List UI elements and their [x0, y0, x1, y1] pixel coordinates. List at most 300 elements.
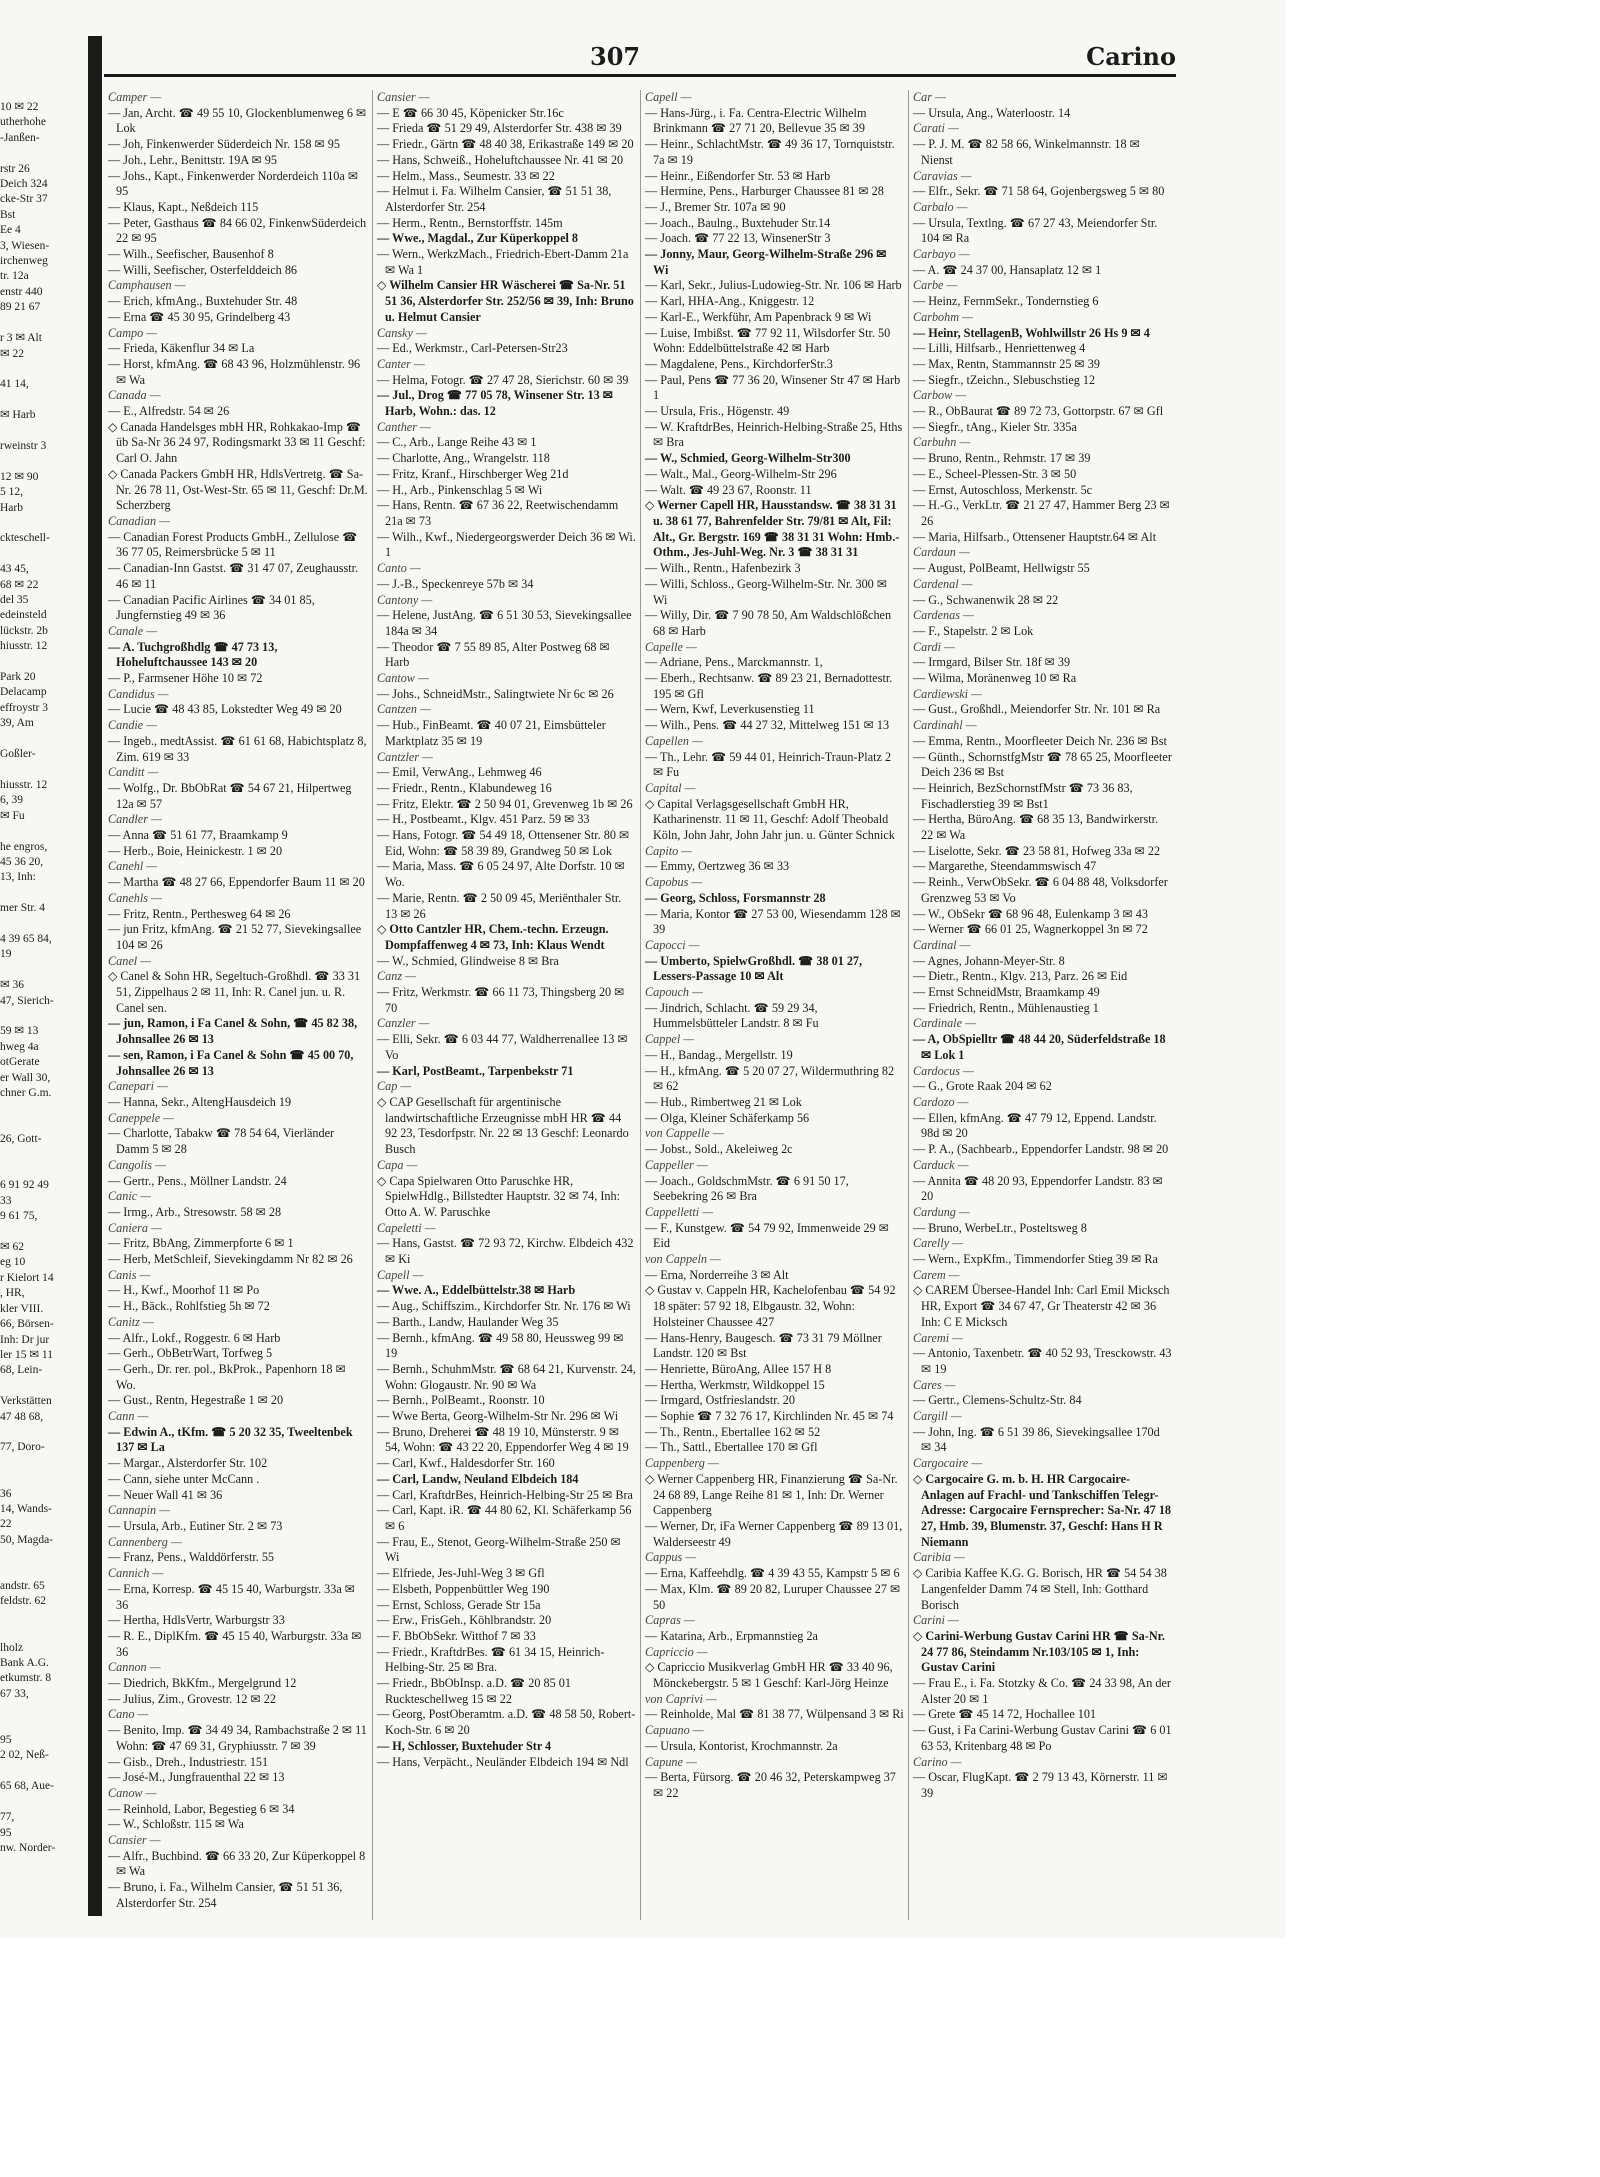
- directory-entry: — Irmg., Arb., Stresowstr. 58 ✉ 28: [108, 1204, 282, 1219]
- directory-entry: — E ☎ 66 30 45, Köpenicker Str.16c: [377, 105, 564, 120]
- directory-entry: — Joach., Baulng., Buxtehuder Str.14: [645, 215, 831, 230]
- directory-entry: — E., Alfredstr. 54 ✉ 26: [108, 404, 230, 419]
- directory-entry: — Joach., GoldschmMstr. ☎ 6 91 50 17, Seebekring 26 ✉ Bra: [645, 1173, 849, 1204]
- directory-entry: — Magdalene, Pens., KirchdorferStr.3: [645, 356, 833, 371]
- directory-entry: — Wwe., Magdal., Zur Küperkoppel 8: [377, 231, 579, 246]
- directory-entry: — Johs., SchneidMstr., Salingtwiete Nr 6c ✉ 26: [377, 686, 614, 701]
- directory-entry: — Hans, Fotogr. ☎ 54 49 18, Ottensener Str. 80 ✉ Eid, Wohn: ☎ 58 39 89, Grandweg 50 ✉ Lok: [377, 828, 630, 858]
- surname-heading: Carbe —: [913, 278, 958, 293]
- directory-entry: — Fritz, Werkmstr. ☎ 66 11 73, Thingsberg 20 ✉ 70: [377, 985, 625, 1015]
- directory-entry: — Dietr., Rentn., Klgv. 213, Parz. 26 ✉ Eid: [913, 969, 1128, 984]
- surname-heading: Cap —: [377, 1079, 412, 1094]
- directory-entry: — Adriane, Pens., Marckmannstr. 1,: [645, 655, 823, 670]
- edge-fragment: 47 48 68,: [0, 1410, 44, 1423]
- directory-entry: — H, Schlosser, Buxtehuder Str 4: [377, 1738, 552, 1753]
- surname-heading: Caremi —: [913, 1330, 963, 1345]
- page-number: 307: [590, 42, 641, 71]
- directory-entry: — Julius, Zim., Grovestr. 12 ✉ 22: [108, 1691, 276, 1706]
- directory-entry: — R. E., DiplKfm. ☎ 45 15 40, Warburgstr. 33a ✉ 36: [108, 1628, 362, 1659]
- directory-entry: — Erna, Norderreihe 3 ✉ Alt: [645, 1267, 789, 1282]
- edge-fragment: tr. 12a: [0, 270, 29, 283]
- edge-fragment: -Janßen-: [0, 131, 40, 144]
- edge-fragment: etkumstr. 8: [0, 1672, 52, 1685]
- directory-entry: ◇ Cargocaire G. m. b. H. HR Cargocaire-Anlagen auf Frachl- und Tankschiffen Telegr-Adresse: Cargocaire Fernsprecher: Sa-Nr. 47 18 27, Hmb. 39, Blumenstr. 37, Geschf: Hans H R Niemann: [913, 1471, 1172, 1549]
- directory-entry: — Ernst, Schloss, Gerade Str 15a: [377, 1597, 541, 1612]
- surname-heading: Caravias —: [913, 168, 972, 183]
- edge-fragment: [0, 1101, 84, 1116]
- edge-fragment: [0, 1117, 84, 1132]
- directory-entry: — Georg, Schloss, Forsmannstr 28: [645, 890, 826, 905]
- directory-entry: — Irmgard, Ostfrieslandstr. 20: [645, 1393, 795, 1408]
- surname-heading: Cappelletti —: [645, 1204, 714, 1219]
- edge-fragment: 68 ✉ 22: [0, 578, 39, 591]
- directory-entry: — Reinholde, Mal ☎ 81 38 77, Wülpensand 3 ✉ Ri: [645, 1707, 904, 1722]
- directory-entry: — Emma, Rentn., Moorfleeter Deich Nr. 236 ✉ Bst: [913, 733, 1167, 748]
- directory-entry: — Hermine, Pens., Harburger Chaussee 81 ✉ 28: [645, 184, 884, 199]
- directory-entry: — Ellen, kfmAng. ☎ 47 79 12, Eppend. Landstr. 98d ✉ 20: [913, 1110, 1157, 1141]
- surname-heading: von Cappeln —: [645, 1252, 721, 1267]
- edge-fragment: [0, 963, 84, 978]
- directory-entry: — Willy, Dir. ☎ 7 90 78 50, Am Waldschlößchen 68 ✉ Harb: [645, 608, 892, 638]
- directory-entry: — Hub., Rimbertweg 21 ✉ Lok: [645, 1095, 802, 1109]
- directory-entry: — Umberto, SpielwGroßhdl. ☎ 38 01 27, Lessers-Passage 10 ✉ Alt: [645, 953, 863, 984]
- directory-entry: — P., Farmsener Höhe 10 ✉ 72: [108, 671, 263, 686]
- directory-entry: — Irmgard, Bilser Str. 18f ✉ 39: [913, 655, 1071, 670]
- surname-heading: Cardinal —: [913, 937, 971, 952]
- directory-entry: — J., Bremer Str. 107a ✉ 90: [645, 199, 786, 214]
- previous-page-edge: [0, 100, 84, 1920]
- edge-fragment: hiusstr. 12: [0, 778, 48, 791]
- directory-entry: — Frieda, Käkenflur 34 ✉ La: [108, 341, 255, 356]
- edge-fragment: [0, 1795, 84, 1810]
- directory-entry: — Agnes, Johann-Meyer-Str. 8: [913, 953, 1065, 968]
- edge-fragment: 10 ✉ 22: [0, 101, 39, 113]
- directory-entry: — Klaus, Kapt., Neßdeich 115: [108, 199, 259, 214]
- directory-entry: — Helene, JustAng. ☎ 6 51 30 53, Sievekingsallee 184a ✉ 34: [377, 608, 632, 638]
- directory-entry: — Helm., Mass., Seumestr. 33 ✉ 22: [377, 168, 555, 183]
- edge-fragment: 77,: [0, 1811, 15, 1824]
- directory-entry: — Ursula, Kontorist, Krochmannstr. 2a: [645, 1738, 838, 1753]
- edge-fragment: 2 02, Neß-: [0, 1749, 49, 1762]
- directory-entry: — Bruno, Dreherei ☎ 48 19 10, Münsterstr. 9 ✉ 54, Wohn: ☎ 43 22 20, Eppendorfer Weg 4 ✉ 19: [377, 1424, 629, 1455]
- directory-entry: — Willi, Seefischer, Osterfelddeich 86: [108, 262, 298, 277]
- directory-entry: — Werner, Dr, iFa Werner Cappenberg ☎ 89 13 01, Walderseestr 49: [645, 1518, 903, 1549]
- directory-entry: — Max, Klm. ☎ 89 20 82, Luruper Chaussee 27 ✉ 50: [645, 1581, 901, 1612]
- directory-entry: — Carl, Landw, Neuland Elbdeich 184: [377, 1471, 579, 1486]
- directory-entry: — W., ObSekr ☎ 68 96 48, Eulenkamp 3 ✉ 43: [913, 906, 1148, 921]
- edge-fragment: [0, 1610, 84, 1625]
- edge-fragment: lholz: [0, 1641, 23, 1654]
- surname-heading: Carbalo —: [913, 199, 968, 214]
- directory-entry: — Joh, Finkenwerder Süderdeich Nr. 158 ✉ 95: [108, 137, 340, 152]
- directory-entry: — Wwe. A., Eddelbüttelstr.38 ✉ Harb: [377, 1283, 576, 1298]
- directory-entry: — Olga, Kleiner Schäferkamp 56: [645, 1110, 810, 1125]
- edge-fragment: Park 20: [0, 671, 36, 684]
- edge-fragment: ✉ 36: [0, 979, 25, 992]
- directory-entry: — R., ObBaurat ☎ 89 72 73, Gottorpstr. 67 ✉ Gfl: [913, 404, 1164, 419]
- directory-entry: — Liselotte, Sekr. ☎ 23 58 81, Hofweg 33a ✉ 22: [913, 843, 1161, 858]
- edge-fragment: ler 15 ✉ 11: [0, 1348, 53, 1361]
- directory-entry: — Margarethe, Steendammswisch 47: [913, 859, 1097, 874]
- edge-fragment: nw. Norder-: [0, 1841, 56, 1854]
- directory-entry: — J.-B., Speckenreye 57b ✉ 34: [377, 576, 534, 591]
- directory-entry: — Gerh., Dr. rer. pol., BkProk., Papenhorn 18 ✉ Wo.: [108, 1361, 346, 1392]
- edge-fragment: [0, 1163, 84, 1178]
- directory-entry: — Theodor ☎ 7 55 89 85, Alter Postweg 68 ✉ Harb: [377, 639, 610, 670]
- edge-fragment: ✉ Harb: [0, 409, 36, 422]
- edge-fragment: [0, 1225, 84, 1240]
- directory-entry: — H., Kwf., Moorhof 11 ✉ Po: [108, 1283, 260, 1298]
- directory-entry: — Ed., Werkmstr., Carl-Petersen-Str23: [377, 341, 568, 356]
- column-2: [372, 90, 640, 1920]
- surname-heading: Cardaun —: [913, 545, 970, 560]
- directory-entry: — W., Schmied, Georg-Wilhelm-Str300: [645, 451, 851, 466]
- directory-entry: — Erna, Korresp. ☎ 45 15 40, Warburgstr. 33a ✉ 36: [108, 1581, 356, 1612]
- directory-entry: — Carl, Kapt. iR. ☎ 44 80 62, Kl. Schäferkamp 56 ✉ 6: [377, 1503, 632, 1533]
- edge-fragment: 6, 39: [0, 794, 23, 807]
- surname-heading: Canis —: [108, 1267, 151, 1282]
- directory-entry: — Gust., Großhdl., Meiendorfer Str. Nr. 101 ✉ Ra: [913, 702, 1161, 717]
- edge-fragment: Goßler-: [0, 748, 36, 761]
- directory-entry: ◇ Wilhelm Cansier HR Wäscherei ☎ Sa-Nr. 51 51 36, Alsterdorfer Str. 252/56 ✉ 39, Inh: Bruno u. Helmut Cansier: [377, 278, 634, 324]
- edge-fragment: 4 39 65 84,: [0, 932, 52, 945]
- edge-fragment: edeinsteld: [0, 609, 47, 622]
- directory-entry: — Maria, Kontor ☎ 27 53 00, Wiesendamm 128 ✉ 39: [645, 906, 901, 937]
- surname-heading: Caribia —: [913, 1550, 965, 1565]
- edge-fragment: 9 61 75,: [0, 1210, 38, 1223]
- directory-entry: — Siegfr., tZeichn., Slebuschstieg 12: [913, 372, 1096, 387]
- edge-fragment: he engros,: [0, 840, 48, 853]
- directory-entry: ◇ Capriccio Musikverlag GmbH HR ☎ 33 40 96, Mönckebergstr. 5 ✉ 1 Geschf: Karl-Jörg Heinze: [645, 1660, 893, 1691]
- surname-heading: Carduck —: [913, 1157, 969, 1172]
- directory-entry: — Elfriede, Jes-Juhl-Weg 3 ✉ Gfl: [377, 1566, 545, 1581]
- surname-heading: Canada —: [108, 388, 161, 403]
- directory-entry: — Gisb., Dreh., Industriestr. 151: [108, 1754, 269, 1769]
- edge-fragment: [0, 1625, 84, 1640]
- edge-fragment: [0, 316, 84, 331]
- edge-fragment: [0, 886, 84, 901]
- directory-entry: — Heinr., Eißendorfer Str. 53 ✉ Harb: [645, 168, 831, 183]
- directory-entry: — John, Ing. ☎ 6 51 39 86, Sievekingsallee 170d ✉ 34: [913, 1424, 1160, 1455]
- surname-heading: Cannon —: [108, 1660, 161, 1675]
- directory-entry: — Carl, Kwf., Haldesdorfer Str. 160: [377, 1456, 555, 1471]
- directory-entry: — Joach. ☎ 77 22 13, WinsenerStr 3: [645, 231, 831, 246]
- directory-entry: — Th., Sattl., Ebertallee 170 ✉ Gfl: [645, 1440, 818, 1455]
- surname-heading: Candie —: [108, 718, 158, 733]
- directory-entry: — Erw., FrisGeh., Köhlbrandstr. 20: [377, 1613, 552, 1628]
- directory-entry: — Karl-E., Werkführ, Am Papenbrack 9 ✉ Wi: [645, 309, 872, 324]
- surname-heading: Capune —: [645, 1754, 697, 1769]
- edge-fragment: feldstr. 62: [0, 1595, 46, 1608]
- edge-fragment: chner G.m.: [0, 1087, 52, 1099]
- directory-entry: — Herb., Boie, Heinickestr. 1 ✉ 20: [108, 843, 283, 858]
- edge-fragment: otGerate: [0, 1056, 40, 1069]
- directory-entry: — Wilma, Moränenweg 10 ✉ Ra: [913, 671, 1077, 686]
- surname-heading: Car —: [913, 90, 946, 104]
- edge-fragment: er Wall 30,: [0, 1071, 51, 1084]
- edge-fragment: effroystr 3: [0, 701, 49, 714]
- surname-heading: Cappel —: [645, 1032, 695, 1047]
- surname-heading: Cardocus —: [913, 1063, 974, 1078]
- directory-entry: — Cann, siehe unter McCann .: [108, 1471, 260, 1486]
- directory-entry: — Herb, MetSchleif, Sievekingdamm Nr 82 ✉ 26: [108, 1252, 353, 1267]
- surname-heading: Capa —: [377, 1157, 418, 1172]
- directory-entry: — Neuer Wall 41 ✉ 36: [108, 1487, 223, 1502]
- surname-heading: Cargocaire —: [913, 1456, 983, 1471]
- edge-fragment: [0, 1764, 84, 1779]
- edge-fragment: [0, 1548, 84, 1563]
- directory-entry: — Hanna, Sekr., AltengHausdeich 19: [108, 1095, 292, 1109]
- directory-entry: — G., Grote Raak 204 ✉ 62: [913, 1079, 1052, 1094]
- edge-fragment: [0, 454, 84, 469]
- edge-fragment: 95: [0, 1734, 12, 1747]
- directory-entry: — sen, Ramon, i Fa Canel & Sohn ☎ 45 00 70, Johnsallee 26 ✉ 13: [108, 1047, 354, 1078]
- directory-entry: — Karl, Sekr., Julius-Ludowieg-Str. Nr. 106 ✉ Harb: [645, 278, 902, 293]
- surname-heading: Camper —: [108, 90, 162, 104]
- surname-heading: Cappus —: [645, 1550, 697, 1565]
- surname-heading: Cannenberg —: [108, 1534, 182, 1549]
- surname-heading: Cardenas —: [913, 608, 974, 623]
- directory-entry: — Maria, Hilfsarb., Ottensener Hauptstr.64 ✉ Alt: [913, 529, 1157, 544]
- directory-entry: — Frau E., i. Fa. Stotzky & Co. ☎ 24 33 98, An der Alster 20 ✉ 1: [913, 1676, 1171, 1706]
- surname-heading: Canale —: [108, 623, 158, 638]
- edge-fragment: 77, Doro-: [0, 1441, 45, 1454]
- surname-heading: Capuano —: [645, 1723, 704, 1738]
- edge-fragment: Bank A.G.: [0, 1657, 49, 1670]
- edge-fragment: [0, 362, 84, 377]
- directory-entry: ◇ Canada Handelsges mbH HR, Rohkakao-Imp ☎ üb Sa-Nr 36 24 97, Rodingsmarkt 33 ✉ 11 Geschf: Carl O. Jahn: [108, 419, 366, 466]
- edge-fragment: eg 10: [0, 1256, 26, 1269]
- directory-entry: — H., kfmAng. ☎ 5 20 07 27, Wildermuthring 82 ✉ 62: [645, 1063, 895, 1094]
- edge-fragment: del 35: [0, 594, 29, 606]
- directory-entry: ◇ Capital Verlagsgesellschaft GmbH HR, Katharinenstr. 11 ✉ 11, Geschf: Adolf Theobald Köln, John Jahr, John Jahr jun. u. Günter Schnick: [645, 796, 895, 843]
- surname-heading: Canehls —: [108, 890, 162, 905]
- directory-entry: — Walt., Mal., Georg-Wilhelm-Str 296: [645, 466, 837, 481]
- edge-fragment: cke-Str 37: [0, 193, 48, 206]
- edge-fragment: [0, 655, 84, 670]
- edge-fragment: [0, 1425, 84, 1440]
- surname-heading: Cardozo —: [913, 1095, 969, 1109]
- edge-fragment: hiusstr. 12: [0, 640, 48, 653]
- surname-heading: Carati —: [913, 121, 959, 136]
- directory-entry: — Werner ☎ 66 01 25, Wagnerkoppel 3n ✉ 72: [913, 922, 1148, 937]
- directory-entry: — Jan, Archt. ☎ 49 55 10, Glockenblumenweg 6 ✉ Lok: [108, 105, 367, 136]
- surname-heading: von Cappelle —: [645, 1126, 724, 1141]
- directory-entry: — Wilh., Seefischer, Bausenhof 8: [108, 247, 274, 262]
- surname-heading: Capito —: [645, 843, 693, 858]
- directory-entry: — Jobst., Sold., Akeleiweg 2c: [645, 1142, 793, 1157]
- directory-entry: — Berta, Fürsorg. ☎ 20 46 32, Peterskampweg 37 ✉ 22: [645, 1770, 896, 1800]
- directory-entry: — H., Postbeamt., Klgv. 451 Parz. 59 ✉ 33: [377, 812, 590, 827]
- surname-heading: Capeletti —: [377, 1220, 436, 1235]
- directory-entry: — E., Scheel-Plessen-Str. 3 ✉ 50: [913, 466, 1077, 481]
- surname-heading: Canz —: [377, 969, 416, 984]
- column-1: [104, 90, 372, 1920]
- directory-entry: — Frau, E., Stenot, Georg-Wilhelm-Straße 250 ✉ Wi: [377, 1534, 621, 1565]
- edge-fragment: 19: [0, 948, 12, 961]
- edge-fragment: enstr 440: [0, 285, 43, 298]
- directory-entry: — Karl, HHA-Ang., Kniggestr. 12: [645, 294, 815, 309]
- directory-entry: — Hans-Henry, Baugesch. ☎ 73 31 79 Möllner Landstr. 120 ✉ Bst: [645, 1330, 882, 1361]
- directory-entry: — Annita ☎ 48 20 93, Eppendorfer Landstr. 83 ✉ 20: [913, 1173, 1163, 1204]
- directory-entry: — Th., Rentn., Ebertallee 162 ✉ 52: [645, 1424, 821, 1439]
- edge-fragment: Verkstätten: [0, 1395, 52, 1408]
- directory-entry: — Bernh., kfmAng. ☎ 49 58 80, Heussweg 99 ✉ 19: [377, 1330, 624, 1361]
- surname-heading: Cappenberg —: [645, 1456, 719, 1471]
- directory-entry: — P. J. M. ☎ 82 58 66, Winkelmannstr. 18 ✉ Nienst: [913, 137, 1140, 167]
- directory-entry: — Erna ☎ 45 30 95, Grindelberg 43: [108, 309, 291, 324]
- surname-heading: Cano —: [108, 1707, 149, 1722]
- directory-entry: — Fritz, Kranf., Hirschberger Weg 21d: [377, 466, 569, 481]
- edge-fragment: 36: [0, 1487, 12, 1500]
- directory-entry: — Peter, Gasthaus ☎ 84 66 02, FinkenwSüderdeich 22 ✉ 95: [108, 215, 367, 246]
- surname-heading: Capell —: [645, 90, 692, 104]
- directory-entry: — Friedr., Gärtn ☎ 48 40 38, Erikastraße 149 ✉ 20: [377, 137, 634, 152]
- surname-heading: Capouch —: [645, 985, 703, 1000]
- directory-entry: — Bruno, i. Fa., Wilhelm Cansier, ☎ 51 51 36, Alsterdorfer Str. 254: [108, 1880, 343, 1910]
- surname-heading: Canto —: [377, 561, 421, 576]
- directory-entry: — Maria, Mass. ☎ 6 05 24 97, Alte Dorfstr. 10 ✉ Wo.: [377, 859, 625, 890]
- surname-heading: Carbohm —: [913, 309, 973, 324]
- surname-heading: Cannapin —: [108, 1503, 170, 1518]
- directory-entry: — Paul, Pens ☎ 77 36 20, Winsener Str 47 ✉ Harb 1: [645, 372, 901, 403]
- directory-entry: — Sophie ☎ 7 32 76 17, Kirchlinden Nr. 45 ✉ 74: [645, 1409, 894, 1424]
- directory-entry: — Benito, Imp. ☎ 34 49 34, Rambachstraße 2 ✉ 11 Wohn: ☎ 47 69 31, Gryphiusstr. 7 ✉ 39: [108, 1723, 367, 1753]
- directory-entry: — Fritz, Rentn., Perthesweg 64 ✉ 26: [108, 906, 291, 921]
- edge-fragment: [0, 516, 84, 531]
- directory-entry: — W. KraftdrBes, Heinrich-Helbing-Straße 25, Hths ✉ Bra: [645, 419, 903, 450]
- page-header: [104, 38, 1176, 74]
- surname-heading: Canepari —: [108, 1079, 168, 1094]
- directory-entry: — Gertr., Clemens-Schultz-Str. 84: [913, 1393, 1082, 1408]
- edge-fragment: 66, Börsen-: [0, 1318, 54, 1331]
- edge-fragment: 22: [0, 1518, 12, 1531]
- directory-entry: — Marie, Rentn. ☎ 2 50 09 45, Meriënthaler Str. 13 ✉ 26: [377, 890, 622, 921]
- edge-fragment: 5 12,: [0, 486, 23, 499]
- directory-entry: — Martha ☎ 48 27 66, Eppendorfer Baum 11 ✉ 20: [108, 875, 365, 890]
- edge-fragment: 68, Lein-: [0, 1364, 43, 1377]
- surname-heading: Cardenal —: [913, 576, 973, 591]
- directory-entry: — Hans, Schweiß., Hoheluftchaussee Nr. 41 ✉ 20: [377, 152, 624, 167]
- directory-entry: — Margar., Alsterdorfer Str. 102: [108, 1456, 268, 1471]
- surname-heading: Cargill —: [913, 1409, 962, 1424]
- edge-fragment: [0, 146, 84, 161]
- directory-entry: — Lucie ☎ 48 43 85, Lokstedter Weg 49 ✉ 20: [108, 702, 342, 717]
- directory-entry: — Alfr., Lokf., Roggestr. 6 ✉ Harb: [108, 1330, 281, 1345]
- directory-entry: — Friedr., KraftdrBes. ☎ 61 34 15, Heinrich-Helbing-Str. 25 ✉ Bra.: [377, 1644, 605, 1675]
- column-4: [908, 90, 1176, 1920]
- surname-heading: Caneppele —: [108, 1110, 175, 1125]
- directory-entry: — Erna, Kaffeehdlg. ☎ 4 39 43 55, Kampstr 5 ✉ 6: [645, 1566, 900, 1581]
- directory-entry: — Gertr., Pens., Möllner Landstr. 24: [108, 1173, 287, 1188]
- directory-entry: — Reinhold, Labor, Begestieg 6 ✉ 34: [108, 1801, 295, 1816]
- edge-fragment: ✉ 22: [0, 347, 25, 360]
- directory-entry: ◇ Werner Cappenberg HR, Finanzierung ☎ Sa-Nr. 24 68 89, Lange Reihe 81 ✉ 1, Inh: Dr. Werner Cappenberg: [645, 1471, 898, 1518]
- edge-fragment: mer Str. 4: [0, 902, 46, 915]
- directory-entry: — August, PolBeamt, Hellwigstr 55: [913, 561, 1090, 576]
- directory-entry: — Edwin A., tKfm. ☎ 5 20 32 35, Tweeltenbek 137 ✉ La: [108, 1424, 353, 1455]
- edge-fragment: [0, 547, 84, 562]
- surname-heading: Cantony —: [377, 592, 433, 607]
- directory-entry: — Antonio, Taxenbetr. ☎ 40 52 93, Tresckowstr. 43 ✉ 19: [913, 1346, 1172, 1376]
- directory-entry: — Siegfr., tAng., Kieler Str. 335a: [913, 419, 1077, 434]
- directory-entry: — Wern, Kwf, Leverkusenstieg 11: [645, 702, 815, 717]
- directory-entry: — Friedrich, Rentn., Mühlenaustieg 1: [913, 1000, 1099, 1015]
- surname-heading: Carino —: [913, 1754, 962, 1769]
- surname-heading: Carelly —: [913, 1236, 963, 1251]
- edge-fragment: [0, 1148, 84, 1163]
- directory-entry: — Herm., Rentn., Bernstorffstr. 145m: [377, 215, 563, 230]
- directory-entry: — H.-G., VerkLtr. ☎ 21 27 47, Hammer Berg 23 ✉ 26: [913, 498, 1170, 528]
- edge-fragment: 33: [0, 1194, 12, 1207]
- directory-entry: — Helmut i. Fa. Wilhelm Cansier, ☎ 51 51 38, Alsterdorfer Str. 254: [377, 184, 612, 214]
- directory-entry: — W., Schloßstr. 115 ✉ Wa: [108, 1817, 244, 1832]
- edge-fragment: 47, Sierich-: [0, 994, 54, 1007]
- directory-entry: — Günth., SchornstfgMstr ☎ 78 65 25, Moorfleeter Deich 236 ✉ Bst: [913, 749, 1172, 780]
- directory-entry: — F., Stapelstr. 2 ✉ Lok: [913, 623, 1034, 638]
- surname-heading: Canic —: [108, 1189, 151, 1204]
- directory-entry: — Ursula, Arb., Eutiner Str. 2 ✉ 73: [108, 1518, 283, 1533]
- edge-fragment: 39, Am: [0, 717, 34, 730]
- directory-entry: — Wilh., Pens. ☎ 44 27 32, Mittelweg 151 ✉ 13: [645, 718, 890, 733]
- directory-entry: — Karl, PostBeamt., Tarpenbekstr 71: [377, 1063, 574, 1078]
- column-3: [640, 90, 908, 1920]
- directory-entry: — Friedr., BbObInsp. a.D. ☎ 20 85 01 Ruckteschellweg 15 ✉ 22: [377, 1676, 571, 1706]
- edge-fragment: Delacamp: [0, 686, 47, 699]
- directory-entry: — Bernh., PolBeamt., Roonstr. 10: [377, 1393, 545, 1408]
- directory-entry: — Wolfg., Dr. BbObRat ☎ 54 67 21, Hilpertweg 12a ✉ 57: [108, 780, 352, 811]
- edge-fragment: kler VIII.: [0, 1302, 44, 1315]
- edge-fragment: [0, 824, 84, 839]
- directory-entry: — Ernst, Autoschloss, Merkenstr. 5c: [913, 482, 1093, 497]
- surname-heading: Canitz —: [108, 1314, 154, 1329]
- edge-fragment: [0, 1702, 84, 1717]
- directory-entry: ◇ CAREM Übersee-Handel Inh: Carl Emil Micksch HR, Export ☎ 34 67 47, Gr Theaterstr 42 ✉ 36 Inh: C E Micksch: [913, 1283, 1170, 1329]
- directory-entry: ◇ Canada Packers GmbH HR, HdlsVertretg. ☎ Sa-Nr. 26 78 11, Ost-West-Str. 65 ✉ 11, Geschf: Dr.M. Scherzberg: [108, 466, 368, 513]
- edge-fragment: [0, 1009, 84, 1024]
- edge-fragment: 43 45,: [0, 563, 29, 576]
- directory-entry: — A, ObSpielltr ☎ 48 44 20, Süderfeldstraße 18 ✉ Lok 1: [913, 1032, 1166, 1062]
- directory-entry: — Katarina, Arb., Erpmannstieg 2a: [645, 1628, 818, 1643]
- directory-entry: — P. A., (Sachbearb., Eppendorfer Landstr. 98 ✉ 20: [913, 1142, 1169, 1157]
- directory-entry: — Georg, PostOberamtm. a.D. ☎ 48 58 50, Robert-Koch-Str. 6 ✉ 20: [377, 1707, 636, 1738]
- edge-fragment: rstr 26: [0, 162, 30, 175]
- surname-heading: Cansky —: [377, 325, 427, 340]
- directory-entry: — Willi, Schloss., Georg-Wilhelm-Str. Nr. 300 ✉ Wi: [645, 576, 888, 607]
- directory-entry: — Bernh., SchuhmMstr. ☎ 68 64 21, Kurvenstr. 24, Wohn: Glogaustr. Nr. 90 ✉ Wa: [377, 1361, 636, 1392]
- directory-entry: — Heinr., SchlachtMstr. ☎ 49 36 17, Tornquiststr. 7a ✉ 19: [645, 137, 895, 167]
- surname-heading: Canow —: [108, 1785, 157, 1800]
- surname-heading: Canel —: [108, 953, 151, 968]
- edge-fragment: r 3 ✉ Alt: [0, 332, 42, 345]
- surname-heading: Camphausen —: [108, 278, 186, 293]
- directory-entry: — Ernst SchneidMstr, Braamkamp 49: [913, 985, 1100, 1000]
- edge-fragment: Ee 4: [0, 224, 21, 237]
- directory-entry: — Wern., WerkzMach., Friedrich-Ebert-Damm 21a ✉ Wa 1: [377, 247, 629, 277]
- surname-heading: Cangolis —: [108, 1157, 166, 1172]
- directory-entry: — Hertha, Werkmstr, Wildkoppel 15: [645, 1377, 825, 1392]
- edge-fragment: [0, 1456, 84, 1471]
- directory-entry: — Hertha, BüroAng. ☎ 68 35 13, Bandwirkerstr. 22 ✉ Wa: [913, 812, 1159, 843]
- directory-entry: — Horst, kfmAng. ☎ 68 43 96, Holzmühlenstr. 96 ✉ Wa: [108, 356, 361, 387]
- edge-fragment: [0, 424, 84, 439]
- edge-fragment: [0, 732, 84, 747]
- directory-entry: ◇ Canel & Sohn HR, Segeltuch-Großhdl. ☎ 33 31 51, Zippelhaus 2 ✉ 11, Inh: R. Canel jun. u. R. Canel sen.: [108, 969, 361, 1015]
- edge-fragment: 95: [0, 1826, 12, 1839]
- directory-entry: — Max, Rentn, Stammannstr 25 ✉ 39: [913, 356, 1100, 371]
- directory-entry: — Emmy, Oertzweg 36 ✉ 33: [645, 859, 790, 874]
- edge-fragment: , HR,: [0, 1287, 25, 1300]
